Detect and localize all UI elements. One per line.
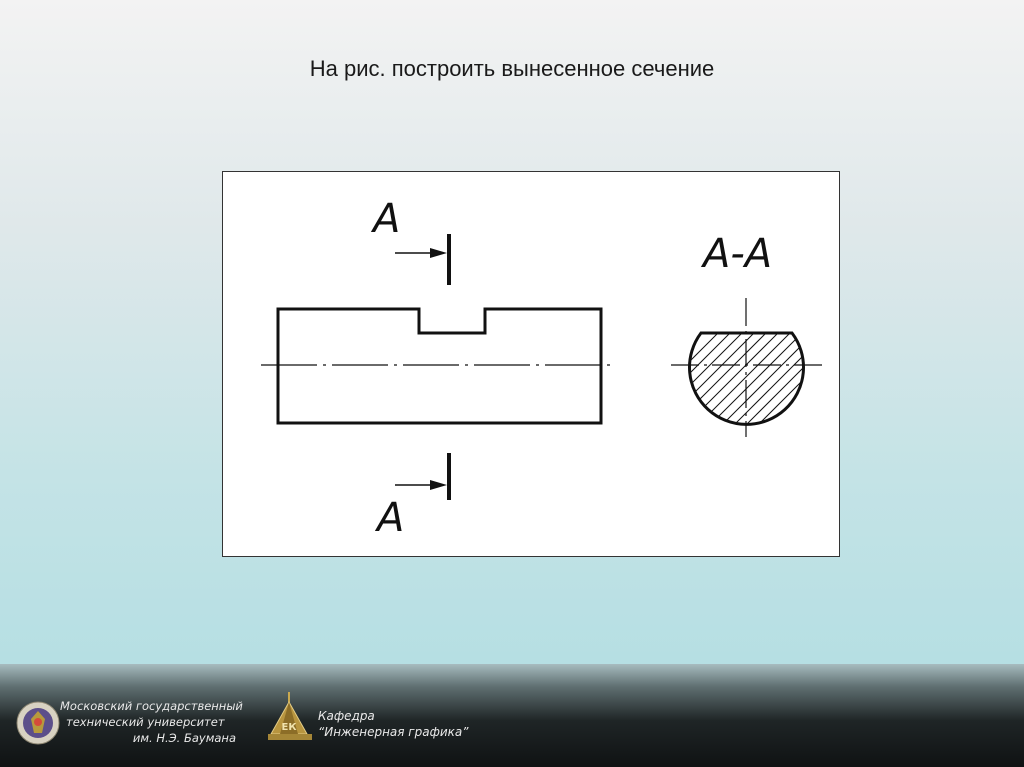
cut-label-top: А (373, 196, 401, 242)
technical-drawing (223, 172, 841, 558)
department-line-2: “Инженерная графика” (318, 725, 469, 739)
department-logo-text: ЕК (281, 722, 297, 733)
footer-bar (0, 664, 1024, 767)
section-label: А-А (703, 231, 773, 277)
drawing-frame (222, 171, 840, 557)
university-line-2: технический университет (66, 715, 225, 729)
department-name (318, 708, 468, 740)
cut-arrow-head-top (430, 248, 447, 258)
section-hatching (607, 324, 841, 444)
shaft-outline (278, 309, 601, 423)
cut-arrow-head-bottom (430, 480, 447, 490)
university-line-3: им. Н.Э. Баумана (132, 731, 236, 745)
university-line-1: Московский государственный (60, 699, 243, 713)
department-line-1: Кафедра (318, 709, 375, 723)
university-name (60, 698, 243, 746)
university-emblem-icon (16, 701, 60, 745)
slide-title: На рис. построить вынесенное сечение (309, 56, 715, 81)
cut-label-bottom: А (377, 495, 405, 541)
department-logo-icon (265, 690, 315, 744)
